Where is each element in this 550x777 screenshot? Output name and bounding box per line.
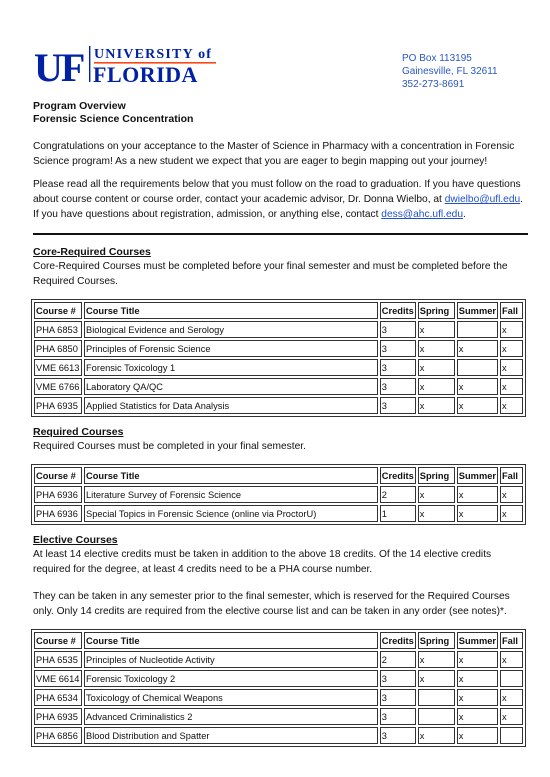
dess-email-link[interactable]: dess@ahc.ufl.edu xyxy=(381,209,463,220)
cell-spring: x xyxy=(418,359,455,376)
cell-fall: x xyxy=(500,505,523,522)
cell-course-number: PHA 6856 xyxy=(34,727,82,744)
table-row xyxy=(34,727,523,744)
cell-summer: x xyxy=(457,340,498,357)
cell-summer: x xyxy=(457,486,498,503)
cell-summer: x xyxy=(457,378,498,395)
header-summer: Summer xyxy=(457,632,498,649)
cell-course-title: Biological Evidence and Serology xyxy=(84,321,378,338)
header-course-number: Course # xyxy=(34,632,82,649)
cell-course-title: Advanced Criminalistics 2 xyxy=(84,708,378,725)
letterhead-address xyxy=(402,52,498,91)
cell-spring: x xyxy=(418,670,455,687)
cell-course-title: Special Topics in Forensic Science (online via ProctorU) xyxy=(84,505,378,522)
cell-spring: x xyxy=(418,505,455,522)
table-row xyxy=(34,708,523,725)
table-row xyxy=(34,505,523,522)
header-credits: Credits xyxy=(380,632,416,649)
cell-fall xyxy=(500,670,523,687)
header-summer: Summer xyxy=(457,302,498,319)
core-heading: Core-Required Courses xyxy=(33,246,151,258)
cell-spring xyxy=(418,708,455,725)
document-body xyxy=(33,100,528,747)
table-header-row xyxy=(34,467,523,484)
header-course-number: Course # xyxy=(34,302,82,319)
cell-fall: x xyxy=(500,486,523,503)
logo-university-line: UNIVERSITY of xyxy=(94,47,213,62)
cell-spring: x xyxy=(418,651,455,668)
advisor-email-link[interactable]: dwielbo@ufl.edu xyxy=(444,194,521,205)
table-header-row xyxy=(34,302,523,319)
cell-credits: 3 xyxy=(380,321,416,338)
requirements-paragraph xyxy=(33,177,528,222)
uf-logo xyxy=(34,44,216,84)
table-row xyxy=(34,378,523,395)
cell-course-title: Forensic Toxicology 2 xyxy=(84,670,378,687)
core-description: Core-Required Courses must be completed before your final semester and must be completed before the Required Courses. xyxy=(33,261,508,287)
cell-course-title: Principles of Nucleotide Activity xyxy=(84,651,378,668)
cell-summer xyxy=(457,321,498,338)
cell-fall: x xyxy=(500,651,523,668)
cell-spring: x xyxy=(418,486,455,503)
header-course-title: Course Title xyxy=(84,467,378,484)
table-row xyxy=(34,670,523,687)
cell-credits: 2 xyxy=(380,486,416,503)
cell-spring: x xyxy=(418,340,455,357)
cell-course-number: PHA 6534 xyxy=(34,689,82,706)
cell-course-title: Blood Distribution and Spatter xyxy=(84,727,378,744)
uf-mark: UF xyxy=(34,45,84,84)
table-row xyxy=(34,397,523,414)
cell-fall: x xyxy=(500,708,523,725)
header-credits: Credits xyxy=(380,467,416,484)
cell-spring: x xyxy=(418,727,455,744)
cell-summer: x xyxy=(457,397,498,414)
logo-divider xyxy=(89,46,90,82)
cell-summer: x xyxy=(457,689,498,706)
cell-credits: 3 xyxy=(380,708,416,725)
cell-summer xyxy=(457,359,498,376)
cell-credits: 3 xyxy=(380,340,416,357)
cell-credits: 1 xyxy=(380,505,416,522)
cell-fall: x xyxy=(500,689,523,706)
cell-summer: x xyxy=(457,727,498,744)
address-phone: 352-273-8691 xyxy=(402,79,465,90)
cell-credits: 3 xyxy=(380,378,416,395)
table-row xyxy=(34,321,523,338)
cell-spring: x xyxy=(418,321,455,338)
cell-credits: 3 xyxy=(380,397,416,414)
cell-course-title: Laboratory QA/QC xyxy=(84,378,378,395)
cell-summer: x xyxy=(457,670,498,687)
cell-credits: 3 xyxy=(380,689,416,706)
cell-course-title: Forensic Toxicology 1 xyxy=(84,359,378,376)
cell-course-number: VME 6613 xyxy=(34,359,82,376)
cell-course-title: Toxicology of Chemical Weapons xyxy=(84,689,378,706)
header-fall: Fall xyxy=(500,302,523,319)
required-description: Required Courses must be completed in your final semester. xyxy=(33,441,306,452)
table-header-row xyxy=(34,632,523,649)
elective-courses-table xyxy=(31,629,526,747)
cell-course-number: VME 6766 xyxy=(34,378,82,395)
cell-course-number: PHA 6935 xyxy=(34,708,82,725)
cell-summer: x xyxy=(457,651,498,668)
header-fall: Fall xyxy=(500,632,523,649)
cell-credits: 2 xyxy=(380,651,416,668)
page-subtitle: Forensic Science Concentration xyxy=(33,113,194,125)
header-course-title: Course Title xyxy=(84,632,378,649)
cell-course-number: PHA 6936 xyxy=(34,505,82,522)
cell-credits: 3 xyxy=(380,670,416,687)
intro-paragraph: Congratulations on your acceptance to the Master of Science in Pharmacy with a concentration in Forensic Science program! As a new student we expect that you are eager to begin mapping out your journey! xyxy=(33,141,515,167)
cell-course-title: Applied Statistics for Data Analysis xyxy=(84,397,378,414)
page-title: Program Overview xyxy=(33,100,126,112)
cell-course-number: PHA 6935 xyxy=(34,397,82,414)
cell-credits: 3 xyxy=(380,727,416,744)
section-divider xyxy=(33,233,528,235)
cell-course-number: PHA 6850 xyxy=(34,340,82,357)
cell-spring: x xyxy=(418,378,455,395)
cell-course-number: PHA 6535 xyxy=(34,651,82,668)
table-row xyxy=(34,340,523,357)
cell-fall: x xyxy=(500,359,523,376)
cell-spring xyxy=(418,689,455,706)
cell-course-number: PHA 6936 xyxy=(34,486,82,503)
requirements-period: . xyxy=(520,194,524,205)
header-course-number: Course # xyxy=(34,467,82,484)
core-courses-table xyxy=(31,299,526,417)
table-row xyxy=(34,359,523,376)
table-row xyxy=(34,651,523,668)
elective-description-1: At least 14 elective credits must be taken in addition to the above 18 credits. Of the 14 elective credits required for the degree, at least 4 credits need to be a PHA course number. xyxy=(33,549,492,575)
contact-text: If you have questions about registration, admission, or anything else, contact xyxy=(33,209,382,220)
cell-spring: x xyxy=(418,397,455,414)
cell-fall: x xyxy=(500,321,523,338)
header-fall: Fall xyxy=(500,467,523,484)
cell-credits: 3 xyxy=(380,359,416,376)
cell-fall: x xyxy=(500,378,523,395)
elective-description-2: They can be taken in any semester prior to the final semester, which is reserved for the Required Courses only. Only 14 credits are required from the elective course list and can be taken in any order (see notes)*. xyxy=(33,591,510,617)
cell-course-title: Principles of Forensic Science xyxy=(84,340,378,357)
table-row xyxy=(34,689,523,706)
cell-fall: x xyxy=(500,397,523,414)
cell-course-number: PHA 6853 xyxy=(34,321,82,338)
required-courses-table xyxy=(31,464,526,525)
cell-summer: x xyxy=(457,708,498,725)
cell-summer: x xyxy=(457,505,498,522)
address-city: Gainesville, FL 32611 xyxy=(402,66,498,77)
elective-heading: Elective Courses xyxy=(33,534,118,546)
cell-fall: x xyxy=(500,340,523,357)
cell-fall xyxy=(500,727,523,744)
header-course-title: Course Title xyxy=(84,302,378,319)
header-spring: Spring xyxy=(418,467,455,484)
header-spring: Spring xyxy=(418,302,455,319)
cell-course-number: VME 6614 xyxy=(34,670,82,687)
cell-course-title: Literature Survey of Forensic Science xyxy=(84,486,378,503)
header-credits: Credits xyxy=(380,302,416,319)
requirements-text: Please read all the requirements below that you must follow on the road to graduation. If you have questions about course content or course order, contact your academic advisor, Dr. Donna Wielbo, at xyxy=(33,179,521,205)
contact-period: . xyxy=(463,209,466,220)
header-summer: Summer xyxy=(457,467,498,484)
table-row xyxy=(34,486,523,503)
header-spring: Spring xyxy=(418,632,455,649)
logo-florida-line: FLORIDA xyxy=(93,62,198,84)
address-po-box: PO Box 113195 xyxy=(402,53,472,64)
required-heading: Required Courses xyxy=(33,426,124,438)
